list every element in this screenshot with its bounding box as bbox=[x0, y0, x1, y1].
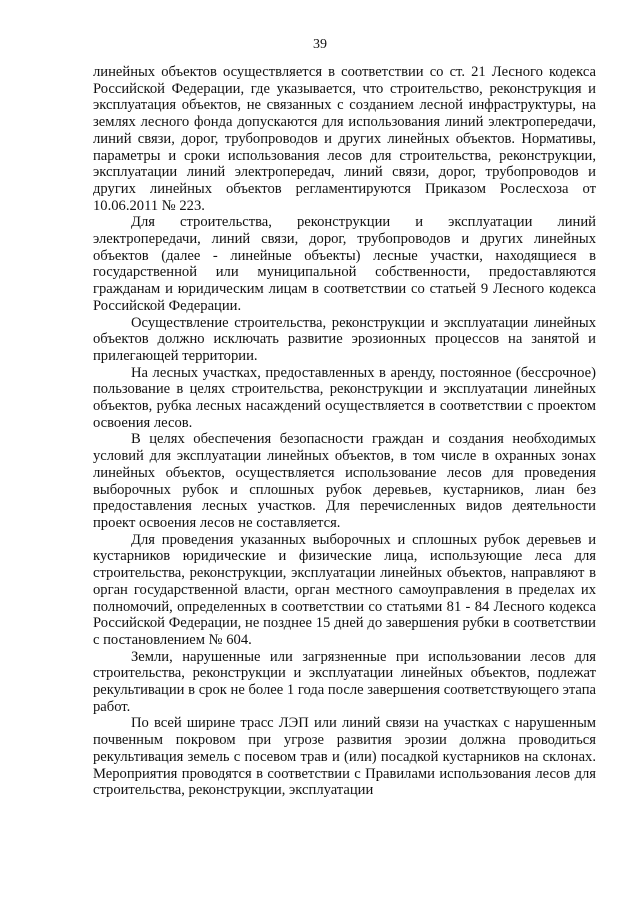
paragraph-5: В целях обеспечения безопасности граждан и создания необходимых условий для эксплуатации линейных объектов, в том числе в охранных зонах линейных объектов, осуществляется использование лесов для проведения выборочных рубок и сплошных рубок деревьев, кустарников, лиан без предоставления лесных участков. Для перечисленных видов деятельности проект освоения лесов не составляется. bbox=[93, 431, 596, 531]
paragraph-1: линейных объектов осуществляется в соответствии со ст. 21 Лесного кодекса Российской Федерации, где указывается, что строительство, реконструкция и эксплуатация объектов, не связанных с созданием лесной инфраструктуры, на землях лесного фонда допускаются для использования линий электропередачи, линий связи, дорог, трубопроводов и других линейных объектов. Нормативы, параметры и сроки использования лесов для строительства, реконструкции, эксплуатации линий электропередач, линий связи, дорог, трубопроводов и других линейных объектов регламентируются Приказом Рослесхоза от 10.06.2011 № 223. bbox=[93, 64, 596, 214]
page-number: 39 bbox=[313, 37, 327, 52]
body-text bbox=[93, 64, 596, 799]
paragraph-6: Для проведения указанных выборочных и сплошных рубок деревьев и кустарников юридические и физические лица, использующие леса для строительства, реконструкции, эксплуатации линейных объектов, направляют в орган государственной власти, орган местного самоуправления в пределах их полномочий, определенных в соответствии со статьями 81 - 84 Лесного кодекса Российской Федерации, не позднее 15 дней до завершения рубки в соответствии с постановлением № 604. bbox=[93, 531, 596, 648]
paragraph-8: По всей ширине трасс ЛЭП или линий связи на участках с нарушенным почвенным покровом при угрозе развития эрозии должна проводиться рекультивация земель с посевом трав и (или) посадкой кустарников на склонах. Мероприятия проводятся в соответствии с Правилами использования лесов для строительства, реконструкции, эксплуатации bbox=[93, 715, 596, 799]
paragraph-3: Осуществление строительства, реконструкции и эксплуатации линейных объектов должно исключать развитие эрозионных процессов на занятой и прилегающей территории. bbox=[93, 314, 596, 364]
paragraph-7: Земли, нарушенные или загрязненные при использовании лесов для строительства, реконструкции и эксплуатации линейных объектов, подлежат рекультивации в срок не более 1 года после завершения соответствующего этапа работ. bbox=[93, 648, 596, 715]
paragraph-2: Для строительства, реконструкции и эксплуатации линий электропередачи, линий связи, дорог, трубопроводов и других линейных объектов (далее - линейные объекты) лесные участки, находящиеся в государственной или муниципальной собственности, предоставляются гражданам и юридическим лицам в соответствии со статьей 9 Лесного кодекса Российской Федерации. bbox=[93, 214, 596, 314]
paragraph-4: На лесных участках, предоставленных в аренду, постоянное (бессрочное) пользование в целях строительства, реконструкции и эксплуатации линейных объектов, рубка лесных насаждений осуществляется в соответствии с проектом освоения лесов. bbox=[93, 364, 596, 431]
